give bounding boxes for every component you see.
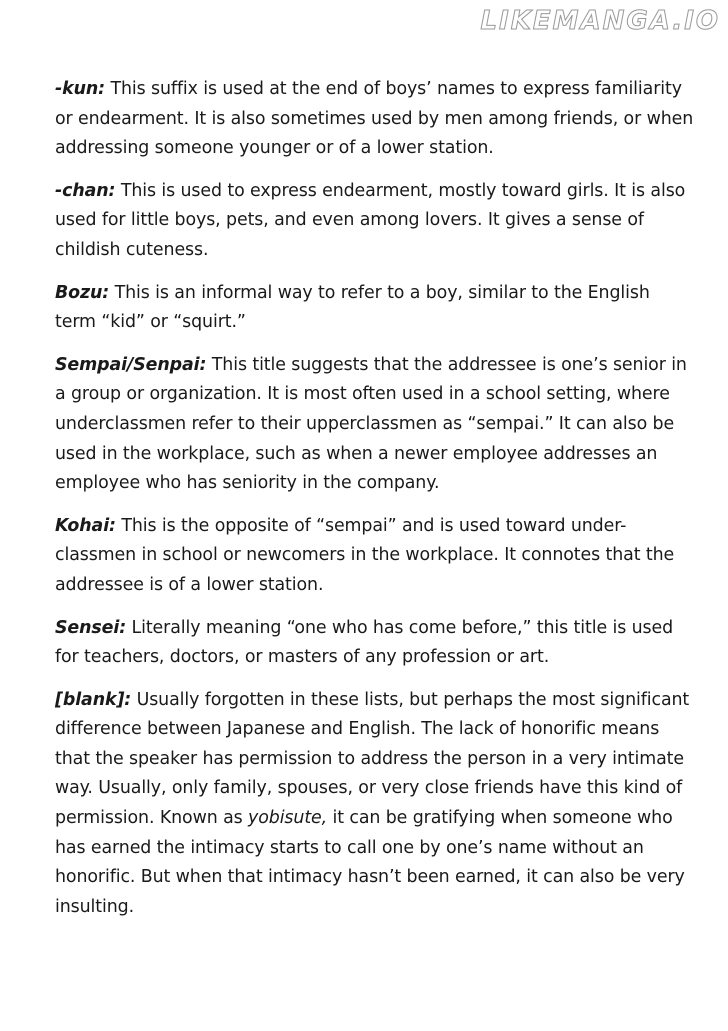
- term-label: -chan:: [55, 180, 116, 201]
- term-definition-end: it can be gratifying when someone who has earned the intimacy starts to call one by one’s name without an honorific. But when that intimacy hasn’t been earned, it can also be very insulting.: [55, 808, 685, 917]
- term-label: Kohai:: [55, 515, 116, 536]
- term-definition: This suffix is used at the end of boys’ names to express familiarity or endearment. It is also sometimes used by men among friends, or when addressing someone younger or of a lower station.: [55, 79, 694, 159]
- entry-kohai: [55, 512, 695, 601]
- term-label: Sempai/Senpai:: [55, 354, 207, 375]
- entry-bozu: [55, 279, 695, 338]
- term-label: Sensei:: [55, 617, 127, 638]
- site-watermark: LIKEMANGA.IO: [480, 6, 720, 36]
- term-definition-start: Usually forgotten in these lists, but perhaps the most significant difference between Japanese and English. The lack of honorific means that the speaker has permission to address the person in a very intimate way. Usually, only family, spouses, or very close friends have this kind of permission. Known as: [55, 689, 690, 829]
- entry-sempai: [55, 351, 695, 499]
- term-label: [blank]:: [55, 689, 132, 710]
- term-definition: This title suggests that the addressee is one’s senior in a group or organization. It is most often used in a school setting, where underclassmen refer to their upperclassmen as “sempai.” It can also be used in the workplace, such as when a newer employee addresses an employee who has seniority in the company.: [55, 354, 687, 494]
- term-definition: This is the opposite of “sempai” and is used toward under-classmen in school or newcomers in the workplace. It connotes that the addressee is of a lower station.: [55, 515, 675, 595]
- honorifics-glossary: [55, 75, 695, 935]
- entry-sensei: [55, 614, 695, 673]
- term-definition: Literally meaning “one who has come before,” this title is used for teachers, doctors, or masters of any profession or art.: [55, 617, 674, 668]
- entry-kun: [55, 75, 695, 164]
- term-definition: This is an informal way to refer to a boy, similar to the English term “kid” or “squirt.”: [55, 282, 650, 333]
- term-definition: This is used to express endearment, mostly toward girls. It is also used for little boys, pets, and even among lovers. It gives a sense of childish cuteness.: [55, 180, 686, 260]
- entry-chan: [55, 177, 695, 266]
- term-emphasis: yobisute,: [248, 808, 328, 829]
- term-label: -kun:: [55, 79, 105, 99]
- term-label: Bozu:: [55, 282, 110, 303]
- entry-blank: [55, 686, 695, 923]
